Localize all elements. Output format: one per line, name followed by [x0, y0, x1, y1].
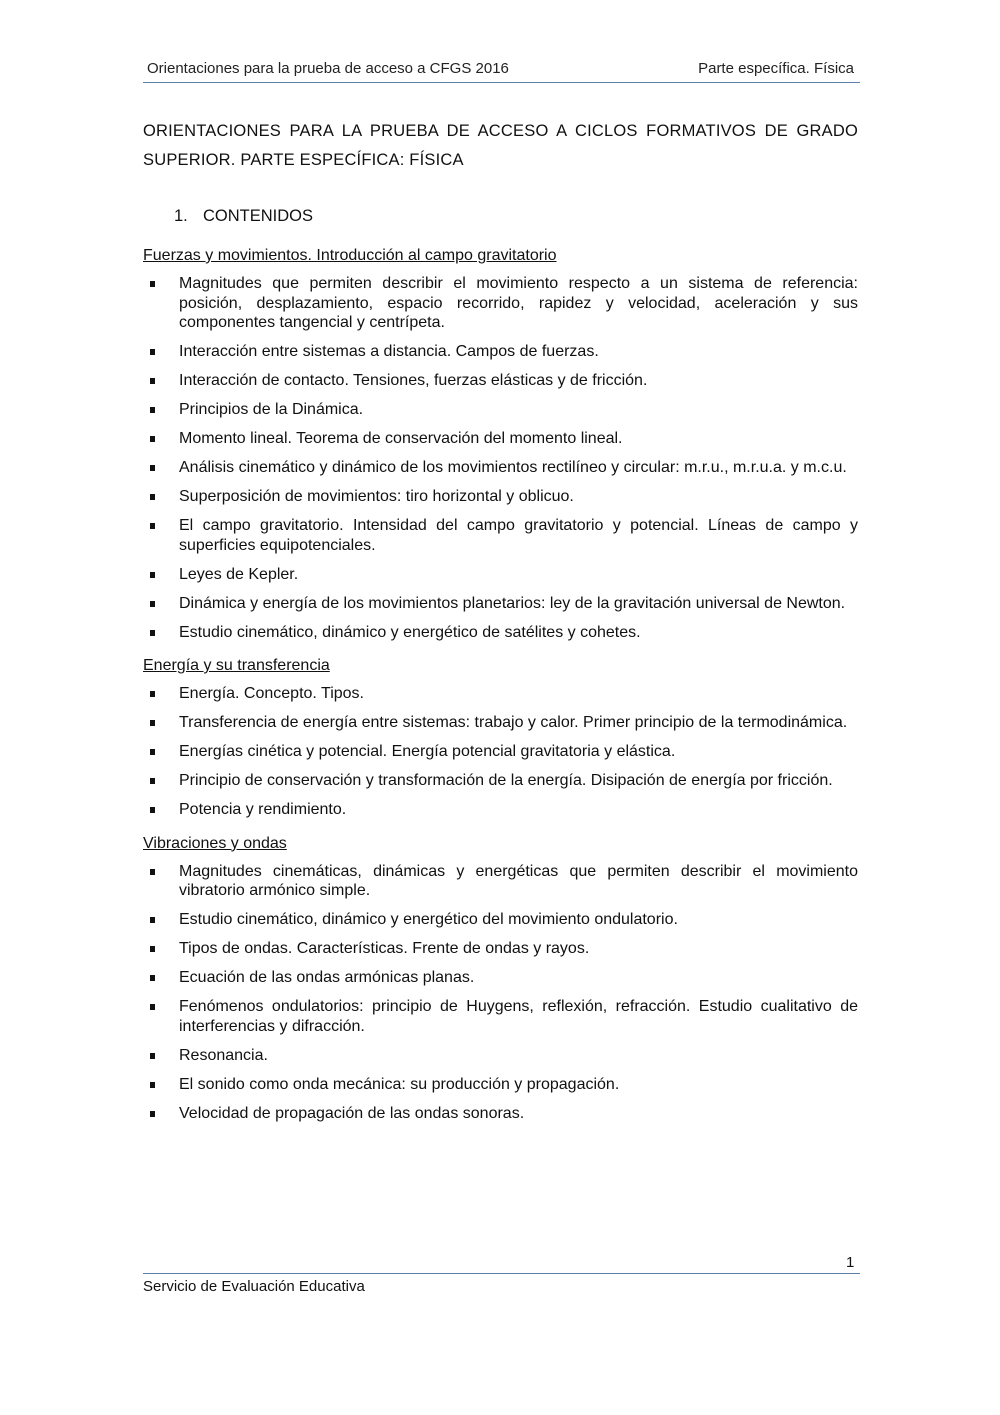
square-bullet-icon [150, 494, 155, 500]
square-bullet-icon [150, 523, 155, 529]
list-item: Potencia y rendimiento. [143, 800, 858, 820]
list-item: Transferencia de energía entre sistemas: trabajo y calor. Primer principio de la termodinámica. [143, 713, 858, 733]
square-bullet-icon [150, 807, 155, 813]
section-number: 1. [174, 207, 188, 225]
section-heading [174, 207, 313, 226]
page-header [143, 58, 860, 83]
list-item: Análisis cinemático y dinámico de los movimientos rectilíneo y circular: m.r.u., m.r.u.a. y m.c.u. [143, 458, 858, 478]
bullet-list [143, 862, 858, 1124]
section-label: CONTENIDOS [203, 207, 314, 225]
square-bullet-icon [150, 436, 155, 442]
list-item: El sonido como onda mecánica: su producción y propagación. [143, 1075, 858, 1095]
square-bullet-icon [150, 378, 155, 384]
square-bullet-icon [150, 572, 155, 578]
list-item: Interacción de contacto. Tensiones, fuerzas elásticas y de fricción. [143, 371, 858, 391]
square-bullet-icon [150, 630, 155, 636]
square-bullet-icon [150, 869, 155, 875]
list-item: Ecuación de las ondas armónicas planas. [143, 968, 858, 988]
square-bullet-icon [150, 975, 155, 981]
list-item: Interacción entre sistemas a distancia. Campos de fuerzas. [143, 342, 858, 362]
list-item: Estudio cinemático, dinámico y energético de satélites y cohetes. [143, 623, 858, 643]
block-heading: Fuerzas y movimientos. Introducción al campo gravitatorio [143, 247, 557, 264]
content [143, 246, 858, 1137]
square-bullet-icon [150, 778, 155, 784]
square-bullet-icon [150, 349, 155, 355]
list-item: Principio de conservación y transformación de la energía. Disipación de energía por fricción. [143, 771, 858, 791]
list-item: El campo gravitatorio. Intensidad del campo gravitatorio y potencial. Líneas de campo y superficies equipotenciales. [143, 516, 858, 555]
page-number: 1 [846, 1254, 855, 1271]
square-bullet-icon [150, 946, 155, 952]
list-item: Leyes de Kepler. [143, 565, 858, 585]
list-item: Dinámica y energía de los movimientos planetarios: ley de la gravitación universal de Newton. [143, 594, 858, 614]
square-bullet-icon [150, 1111, 155, 1117]
square-bullet-icon [150, 465, 155, 471]
list-item: Energía. Concepto. Tipos. [143, 684, 858, 704]
square-bullet-icon [150, 691, 155, 697]
list-item: Superposición de movimientos: tiro horizontal y oblicuo. [143, 487, 858, 507]
block-energia [143, 656, 858, 820]
list-item: Energías cinética y potencial. Energía potencial gravitatoria y elástica. [143, 742, 858, 762]
header-right-text: Parte específica. Física [698, 60, 854, 77]
block-fuerzas [143, 246, 858, 642]
bullet-list [143, 684, 858, 820]
block-ondas [143, 834, 858, 1124]
square-bullet-icon [150, 407, 155, 413]
bullet-list [143, 274, 858, 642]
page-footer: Servicio de Evaluación Educativa [143, 1273, 860, 1295]
list-item: Resonancia. [143, 1046, 858, 1066]
document-title: ORIENTACIONES PARA LA PRUEBA DE ACCESO A CICLOS FORMATIVOS DE GRADO SUPERIOR. PARTE ESPECÍFICA: FÍSICA [143, 122, 858, 169]
list-item: Estudio cinemático, dinámico y energético del movimiento ondulatorio. [143, 910, 858, 930]
list-item: Fenómenos ondulatorios: principio de Huygens, reflexión, refracción. Estudio cualitativo de interferencias y difracción. [143, 997, 858, 1036]
square-bullet-icon [150, 1004, 155, 1010]
square-bullet-icon [150, 1082, 155, 1088]
block-heading: Vibraciones y ondas [143, 834, 287, 852]
list-item: Momento lineal. Teorema de conservación del momento lineal. [143, 429, 858, 449]
block-heading: Energía y su transferencia [143, 657, 330, 674]
list-item: Velocidad de propagación de las ondas sonoras. [143, 1104, 858, 1124]
square-bullet-icon [150, 749, 155, 755]
square-bullet-icon [150, 1053, 155, 1059]
list-item: Tipos de ondas. Características. Frente de ondas y rayos. [143, 939, 858, 959]
square-bullet-icon [150, 601, 155, 607]
square-bullet-icon [150, 281, 155, 287]
list-item: Magnitudes que permiten describir el movimiento respecto a un sistema de referencia: posición, desplazamiento, espacio recorrido, rapidez y velocidad, aceleración y sus componentes tangencial y centrípeta. [143, 274, 858, 333]
square-bullet-icon [150, 720, 155, 726]
header-left-text: Orientaciones para la prueba de acceso a CFGS 2016 [147, 60, 509, 77]
list-item: Magnitudes cinemáticas, dinámicas y energéticas que permiten describir el movimiento vibratorio armónico simple. [143, 862, 858, 901]
square-bullet-icon [150, 917, 155, 923]
list-item: Principios de la Dinámica. [143, 400, 858, 420]
